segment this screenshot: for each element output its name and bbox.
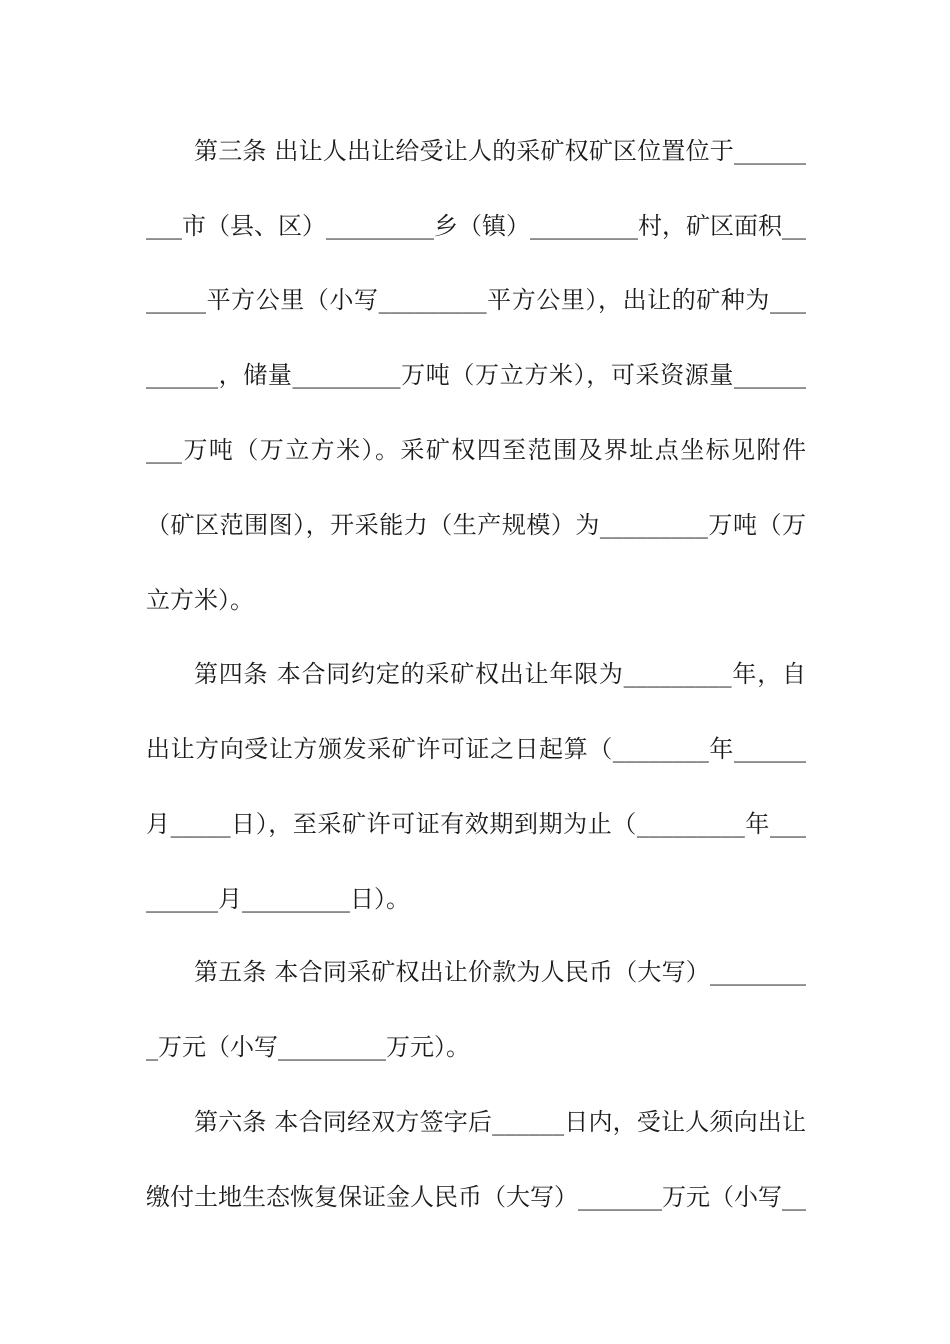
article-3-line-7: 立方米）。 (146, 586, 254, 614)
article-5-line-2: _万元（小写_________万元）。 (146, 1033, 470, 1061)
article-4-line-3: 月_____日），至采矿许可证有效期到期为止（_________年___ (146, 810, 806, 838)
article-4-line-1: 第四条 本合同约定的采矿权出让年限为_________年，自 (194, 660, 806, 688)
article-5-line-1: 第五条 本合同采矿权出让价款为人民币（大写）________ (194, 958, 806, 986)
article-6-line-2: 缴付土地生态恢复保证金人民币（大写）_______万元（小写__ (146, 1183, 806, 1211)
article-3-line-4: ______，储量_________万吨（万立方米），可采资源量______ (146, 361, 806, 389)
article-3-line-1: 第三条 出让人出让给受让人的采矿权矿区位置位于______ (194, 137, 806, 165)
article-3-line-6: （矿区范围图），开采能力（生产规模）为_________万吨（万 (146, 511, 806, 539)
article-3-line-3: _____平方公里（小写_________平方公里），出让的矿种为___ (146, 286, 806, 314)
article-4-line-2: 出让方向受让方颁发采矿许可证之日起算（________年______ (146, 735, 806, 763)
article-4-line-4: ______月_________日）。 (146, 885, 410, 913)
article-6-line-1: 第六条 本合同经双方签字后______日内，受让人须向出让 (194, 1108, 806, 1136)
article-3-line-5: ___万吨（万立方米）。采矿权四至范围及界址点坐标见附件 (146, 436, 806, 464)
article-3-line-2: ___市（县、区）_________乡（镇）_________村，矿区面积__ (146, 212, 806, 240)
